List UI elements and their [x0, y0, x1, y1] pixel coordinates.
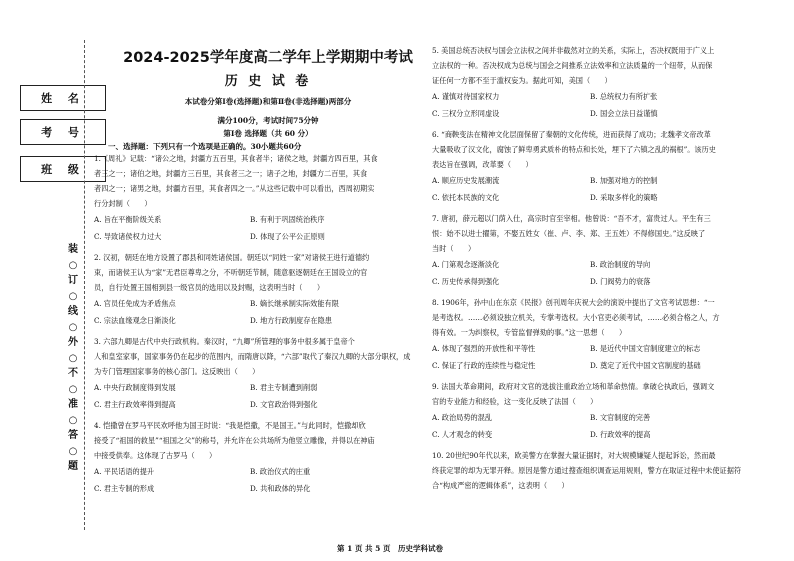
question-text-line: 9. 法国大革命期间，政府对文官的选拔注重政治立场和革命热情。拿破仑执政后，强调文 [432, 382, 715, 391]
question-text-line: 为专门管理国家事务的核心部门。这反映出（ ） [94, 367, 260, 376]
name-field-label: 姓 名 [41, 92, 85, 105]
answer-option[interactable]: B. 文官制度的完善 [590, 413, 651, 422]
answer-option[interactable]: D. 体现了公平公正原则 [250, 232, 325, 241]
binding-char: ○ [68, 321, 78, 333]
question-text-line: 中接受供奉。这体现了古罗马（ ） [94, 451, 217, 460]
answer-option[interactable]: A. 门第观念逐渐淡化 [432, 260, 500, 269]
answer-option[interactable]: B. 政治制度的导向 [590, 260, 651, 269]
question-text-line: 10. 20世纪90年代以来，欧美警方在掌握大量证据时，对大规模嫌疑人提起诉讼，然而最 [432, 451, 716, 460]
answer-option[interactable]: D. 文官政治得到强化 [250, 400, 318, 409]
answer-option[interactable]: D. 国会立法日益谨慎 [590, 109, 658, 118]
answer-option[interactable]: A. 平民话语的提升 [94, 467, 155, 476]
question-text-line: 者三之一；诸伯之地，封疆方三百里，其食者三之一；诸子之地，封疆方二百里，其食 [94, 169, 368, 178]
answer-option[interactable]: C. 保证了行政的连续性与稳定性 [432, 361, 536, 370]
student-info-box [20, 85, 106, 111]
question-text-line: 大量吸收了汉文化，腐蚀了鲜卑勇武质朴的特点和长处，埋下了六镇之乱的祸根”。该历史 [432, 145, 716, 154]
binding-char: 订 [68, 275, 78, 286]
binding-dash-line [84, 40, 85, 530]
answer-option[interactable]: D. 地方行政制度存在隐患 [250, 316, 332, 325]
exam-title: 2024-2025学年度高二学年上学期期中考试 [123, 50, 413, 66]
answer-option[interactable]: B. 是近代中国文官制度建立的标志 [590, 344, 701, 353]
question-text-line: 得有效。一为纠察权，专管监督弹劾的事。”这一思想（ ） [432, 328, 627, 337]
answer-option[interactable]: D. 奠定了近代中国文官制度的基础 [590, 361, 701, 370]
instruction: 一、选择题：下列只有一个选项是正确的。30小题共60分 [108, 142, 302, 151]
answer-option[interactable]: D. 采取多样化的策略 [590, 193, 658, 202]
binding-char: 题 [68, 461, 78, 472]
exam-structure: 本试卷分第Ⅰ卷(选择题)和第Ⅱ卷(非选择题)两部分 [184, 97, 352, 106]
question-text-line: 6. “商鞅变法在精神文化层面保留了秦朝的文化传统，进而获得了成功；北魏孝文帝改革 [432, 130, 711, 139]
binding-char: ○ [68, 383, 78, 395]
answer-option[interactable]: B. 有利于巩固统治秩序 [250, 215, 325, 224]
question-text-line: 当时（ ） [432, 244, 476, 253]
binding-char: 装 [68, 244, 78, 255]
answer-option[interactable]: A. 谨慎对待国家权力 [432, 92, 500, 101]
binding-char: ○ [68, 445, 78, 457]
answer-option[interactable]: C. 导致诸侯权力过大 [94, 232, 162, 241]
binding-char: ○ [68, 290, 78, 302]
exam-number-box [20, 119, 106, 145]
answer-option[interactable]: A. 旨在平衡阶级关系 [94, 215, 162, 224]
answer-option[interactable]: A. 官员任免成为矛盾焦点 [94, 299, 176, 308]
answer-option[interactable]: B. 君主专制遭到削弱 [250, 383, 318, 392]
answer-option[interactable]: C. 三权分立形同虚设 [432, 109, 500, 118]
page-footer: 第 1 页 共 5 页 历史学科试卷 [337, 544, 443, 553]
question-text-line: 员，自行处置王国相到县一级官员的选用以及封赐，这表明当时（ ） [94, 283, 325, 292]
answer-option[interactable]: D. 共和政体的异化 [250, 484, 311, 493]
binding-char: ○ [68, 352, 78, 364]
section-title: 第Ⅰ卷 选择题（共 60 分） [223, 129, 313, 138]
question-text-line: 合“构成严密的逻辑体系”，这表明（ ） [432, 481, 569, 490]
question-text-line: 1.《周礼》记载：“诸公之地，封疆方五百里，其食者半；诸侯之地，封疆方四百里，其食 [94, 154, 378, 163]
question-text-line: 证任何一方都不至于滥权妄为。据此可知，美国（ ） [432, 76, 612, 85]
answer-option[interactable]: C. 君主行政效率得到提高 [94, 400, 176, 409]
question-text-line: 是考选权。……必须设独立机关，专掌考选权。大小官吏必须考试，……必须合格之人，方 [432, 313, 720, 322]
binding-char: ○ [68, 414, 78, 426]
binding-warning [64, 242, 82, 475]
question-text-line: 5. 美国总统否决权与国会立法权之间并非截然对立的关系，实际上，否决权既用于广义上 [432, 46, 715, 55]
exam-number-label: 考 号 [41, 126, 85, 139]
answer-option[interactable]: B. 加强对地方的控制 [590, 176, 658, 185]
question-text-line: 人和皇室家事，国家事务仍在起步的范围内，而隋唐以降，“六部”取代了秦汉九卿的大部分职权，成 [94, 352, 411, 361]
question-text-line: 行分封制（ ） [94, 199, 152, 208]
question-text-line: 4. 恺撒曾在罗马平民欢呼他为国王时说：“我是恺撒，不是国王。”与此同时，恺撒却欣 [94, 421, 366, 430]
question-text-line: 3. 六部九卿是古代中央行政机构。秦汉时，“九卿”所管理的事务中很多属于皇帝个 [94, 337, 355, 346]
answer-option[interactable]: A. 顺应历史发展潮流 [432, 176, 500, 185]
answer-option[interactable]: D. 行政效率的提高 [590, 430, 651, 439]
question-text-line: 8. 1906年，孙中山在东京《民报》创刊周年庆祝大会的演说中提出了文官考试思想：“一 [432, 298, 715, 307]
question-text-line: 束，而诸侯王认为“家”无君臣尊卑之分，不听朝廷节制，随意驱逐朝廷在王国设立的官 [94, 268, 368, 277]
question-text-line: 7. 唐初，薛元超以门荫入仕，高宗时官至宰相。他曾说：“吾不才，富贵过人。平生有三 [432, 214, 711, 223]
question-text-line: 2. 汉初，朝廷在地方设置了郡县和同姓诸侯国。朝廷以“同姓一家”对诸侯王进行道德约 [94, 253, 370, 262]
answer-option[interactable]: D. 门阀势力的衰落 [590, 277, 651, 286]
class-label: 班 级 [41, 163, 85, 176]
question-text-line: 接受了“祖国的救星”“祖国之父”的称号，并允许在公共场所为他竖立雕像，并得以在神庙 [94, 436, 375, 445]
question-text-line: 者四之一；诸男之地，封疆方百里，其食者四之一。”从这些记载中可以看出，西周初期实 [94, 184, 375, 193]
answer-option[interactable]: C. 历史传承得到强化 [432, 277, 500, 286]
binding-char: 答 [68, 430, 78, 441]
binding-char: 不 [68, 368, 78, 379]
question-text-line: 表达旨在强调，改革要（ ） [432, 160, 533, 169]
answer-option[interactable]: C. 人才观念的转变 [432, 430, 493, 439]
binding-char: ○ [68, 259, 78, 271]
answer-option[interactable]: B. 总统权力有所扩张 [590, 92, 658, 101]
answer-option[interactable]: B. 政治仪式的庄重 [250, 467, 311, 476]
answer-option[interactable]: C. 宗法血缘观念日渐淡化 [94, 316, 176, 325]
score-time: 满分100分，考试时间75分钟 [217, 116, 319, 125]
exam-subject: 历 史 试 卷 [224, 74, 312, 89]
binding-char: 外 [68, 337, 78, 348]
binding-char: 线 [68, 306, 78, 317]
answer-option[interactable]: C. 依托本民族的文化 [432, 193, 500, 202]
answer-option[interactable]: A. 政治局势的混乱 [432, 413, 493, 422]
answer-option[interactable]: A. 中央行政制度得到发展 [94, 383, 176, 392]
question-text-line: 恨：始不以进士擢第，不娶五姓女（崔、卢、李、郑、王五姓）不得修国史。”这反映了 [432, 229, 706, 238]
binding-char: 准 [68, 399, 78, 410]
answer-option[interactable]: A. 体现了强烈的开放性和平等性 [432, 344, 536, 353]
answer-option[interactable]: B. 嫡长继承制实际效能有限 [250, 299, 339, 308]
question-text-line: 立法权的一种。否决权成为总统与国会之间推系立法效率和立法质量的一个纽带，从而保 [432, 61, 713, 70]
answer-option[interactable]: C. 君主专制的形成 [94, 484, 155, 493]
question-text-line: 终获定罪的却为无罪开释。原因是警方通过搜查组织调查运用规则，警方在取证过程中未使证据符 [432, 466, 742, 475]
question-text-line: 官的专业能力和经验，这一变化反映了法国（ ） [432, 397, 598, 406]
